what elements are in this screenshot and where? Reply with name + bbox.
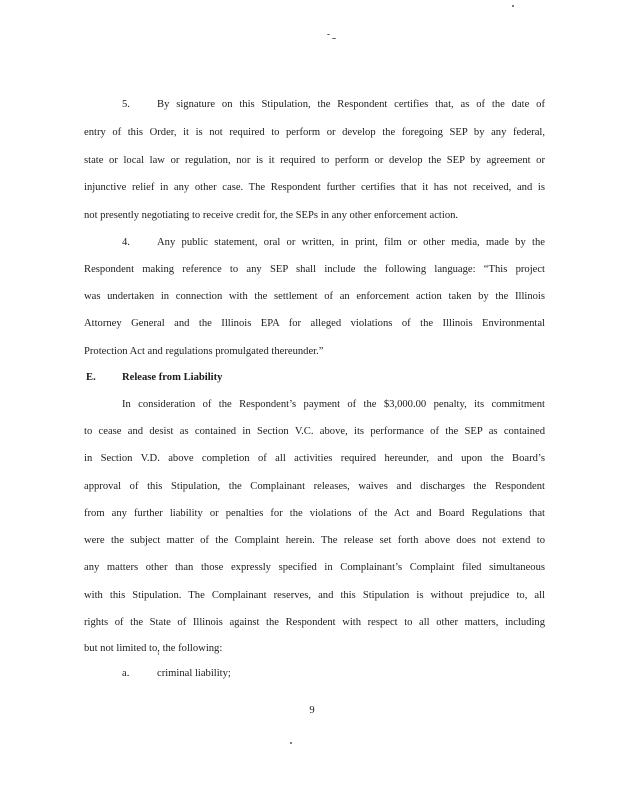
paragraph-text: rights of the State of Illinois against the Respondent with respect to all other matters, including xyxy=(84,617,545,628)
section-heading: Release from Liability xyxy=(122,372,223,383)
scan-speck xyxy=(327,34,330,35)
paragraph-text: not presently negotiating to receive credit for, the SEPs in any other enforcement action. xyxy=(84,210,459,221)
paragraph-text: injunctive relief in any other case. The Respondent further certifies that it has not received, and is xyxy=(84,182,545,193)
paragraph-text: from any further liability or penalties for the violations of the Act and Board Regulations that xyxy=(84,508,545,519)
paragraph-text: state or local law or regulation, nor is it required to perform or develop the SEP by agreement or xyxy=(84,155,545,166)
paragraph-text: By signature on this Stipulation, the Respondent certifies that, as of the date of xyxy=(157,99,545,110)
paragraph-text: In consideration of the Respondent’s payment of the $3,000.00 penalty, its commitment xyxy=(122,399,545,410)
paragraph-text: Attorney General and the Illinois EPA for alleged violations of the Illinois Environmental xyxy=(84,318,545,329)
scan-speck xyxy=(512,5,514,7)
paragraph-text: with this Stipulation. The Complainant reserves, and this Stipulation is without prejudice to, all xyxy=(84,590,545,601)
scan-speck xyxy=(332,38,336,39)
paragraph-number: 5. xyxy=(122,99,130,110)
paragraph-text: in Section V.D. above completion of all activities required hereunder, and upon the Board’s xyxy=(84,453,545,464)
list-item-text: criminal liability; xyxy=(157,668,231,679)
list-item-letter: a. xyxy=(122,668,130,679)
paragraph-text: entry of this Order, it is not required to perform or develop the foregoing SEP by any federal, xyxy=(84,127,545,138)
scan-speck xyxy=(290,742,292,744)
paragraph-text: any matters other than those expressly specified in Complainant’s Complaint filed simultaneous xyxy=(84,562,545,573)
paragraph-text: but not limited to, the following: xyxy=(84,643,223,654)
paragraph-number: 4. xyxy=(122,237,130,248)
paragraph-text: were the subject matter of the Complaint herein. The release set forth above does not extend to xyxy=(84,535,545,546)
page-number: 9 xyxy=(309,705,315,716)
paragraph-text: to cease and desist as contained in Section V.C. above, its performance of the SEP as contained xyxy=(84,426,545,437)
paragraph-text: was undertaken in connection with the settlement of an enforcement action taken by the Illinois xyxy=(84,291,545,302)
paragraph-text: Protection Act and regulations promulgated thereunder.” xyxy=(84,346,324,357)
paragraph-text: Respondent making reference to any SEP shall include the following language: “This project xyxy=(84,264,545,275)
paragraph-text: approval of this Stipulation, the Complainant releases, waives and discharges the Respondent xyxy=(84,481,545,492)
paragraph-text: Any public statement, oral or written, in print, film or other media, made by the xyxy=(157,237,545,248)
section-letter: E. xyxy=(86,372,96,383)
